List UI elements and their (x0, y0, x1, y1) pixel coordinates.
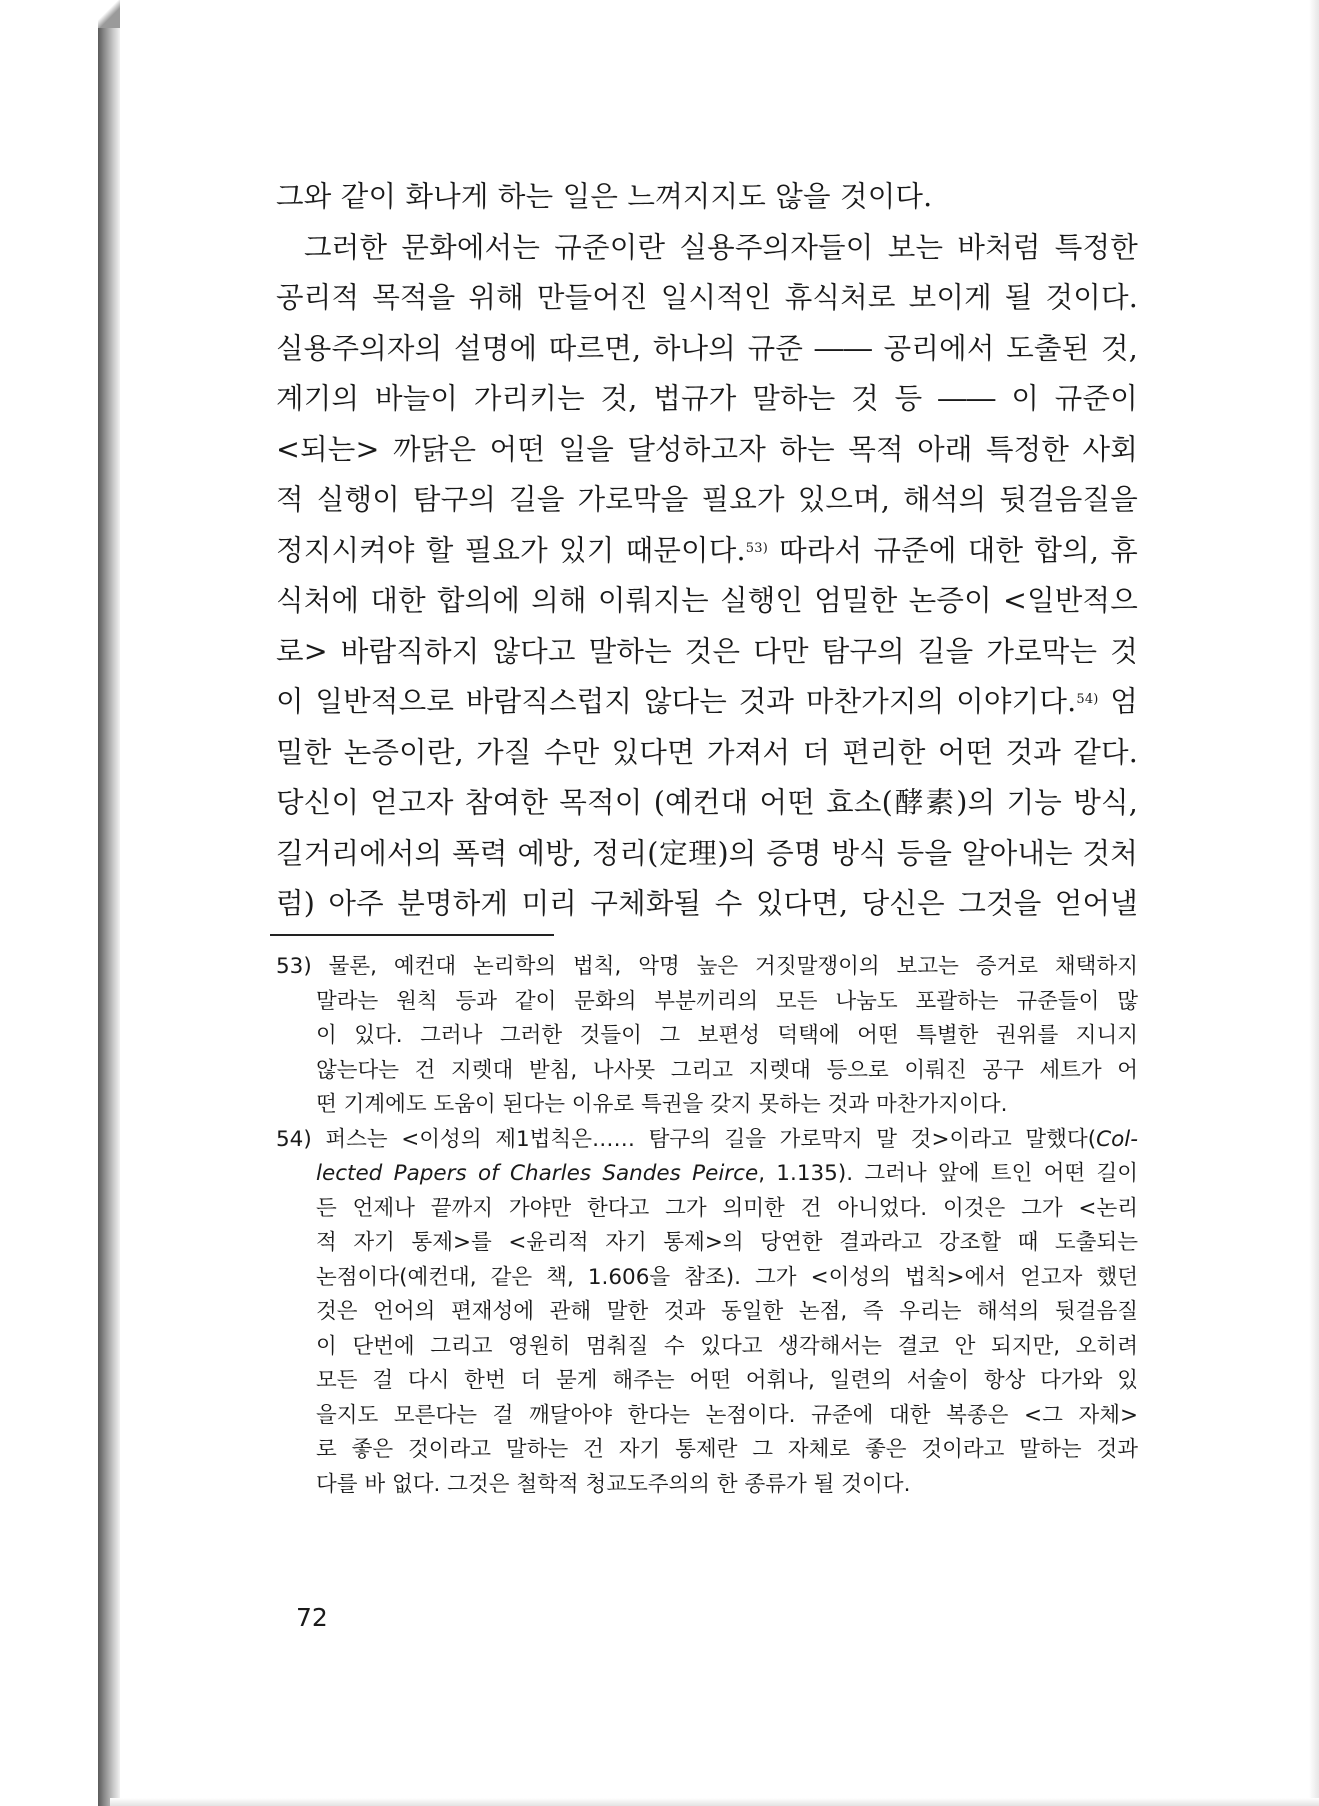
footnote-54-line: 모든 걸 다시 한번 더 묻게 해주는 어떤 어휘나, 일련의 서술이 항상 다가와 있 (316, 1368, 1138, 1393)
body-line: <되는> 까닭은 어떤 일을 달성하고자 하는 목적 아래 특정한 사회 (276, 432, 1138, 466)
body-line-part: 이 일반적으로 바람직스럽지 않다는 것과 마찬가지의 이야기다. (276, 685, 1077, 718)
footnote-53-line: 떤 기계에도 도움이 된다는 이유로 특권을 갖지 못하는 것과 마찬가지이다. (316, 1092, 1008, 1117)
footnote-54-text: 퍼스는 <이성의 제1법칙은…… 탐구의 길을 가로막지 말 것>이라고 말했다( (325, 1126, 1097, 1152)
footnote-53-line (276, 950, 1138, 985)
footnotes (276, 950, 1138, 1502)
body-line: 로> 바람직하지 않다고 말하는 것은 다만 탐구의 길을 가로막는 것 (276, 634, 1138, 668)
body-line-part: 정지시켜야 할 필요가 있기 때문이다. (276, 533, 746, 567)
footnote-54-line: 논점이다(예컨대, 같은 책, 1.606을 참조). 그가 <이성의 법칙>에서 얻고자 했던 (316, 1264, 1138, 1290)
footnote-53-line: 않는다는 건 지렛대 받침, 나사못 그리고 지렛대 등으로 이뤄진 공구 세트가 어 (316, 1057, 1138, 1083)
footnote-53-text: 물론, 예컨대 논리학의 법칙, 악명 높은 거짓말쟁이의 보고는 증거로 채택하지 (328, 954, 1138, 979)
body-line (276, 677, 1138, 728)
body-line: 럼) 아주 분명하게 미리 구체화될 수 있다면, 당신은 그것을 얻어낼 (276, 887, 1138, 920)
footnote-54-number: 54) (276, 1126, 312, 1152)
body-line-part: 따라서 규준에 대한 합의, 휴 (779, 533, 1138, 567)
body-line: 적 실행이 탐구의 길을 가로막을 필요가 있으며, 해석의 뒷걸음질을 (276, 483, 1138, 516)
body-line-part: 엄 (1110, 685, 1138, 718)
page-right-edge (1309, 0, 1319, 1806)
footnote-54-line: 로 좋은 것이라고 말하는 건 자기 통제란 그 자체로 좋은 것이라고 말하는 것과 (316, 1437, 1138, 1462)
page-corner-fold (98, 0, 120, 28)
footnote-54-line: 이 단번에 그리고 영원히 멈춰질 수 있다고 생각해서는 결코 안 되지만, 오히려 (316, 1333, 1138, 1359)
footnote-54-line (276, 1123, 1138, 1158)
body-line: 실용주의자의 설명에 따르면, 하나의 규준 ―― 공리에서 도출된 것, (276, 331, 1138, 365)
body-line: 밀한 논증이란, 가질 수만 있다면 가져서 더 편리한 어떤 것과 같다. (276, 735, 1138, 769)
footnote-54-line: 것은 언어의 편재성에 관해 말한 것과 동일한 논점, 즉 우리는 해석의 뒷걸음질 (316, 1299, 1138, 1324)
body-line: 당신이 얻고자 참여한 목적이 (예컨대 어떤 효소(酵素)의 기능 방식, (276, 786, 1138, 819)
footnote-reference-53[interactable]: 53) (745, 540, 768, 556)
footnote-54-citation-italic: Col- (1096, 1126, 1138, 1152)
footnote-54-line: 을지도 모른다는 걸 깨달아야 한다는 논점이다. 규준에 대한 복종은 <그 자체> (316, 1402, 1138, 1428)
footnote-54-citation-title: lected Papers of Charles Sandes Peirce (316, 1161, 759, 1186)
body-line: 그러한 문화에서는 규준이란 실용주의자들이 보는 바처럼 특정한 (304, 230, 1138, 264)
page-bottom-edge (110, 1798, 1319, 1806)
page-number: 72 (296, 1603, 328, 1632)
body-line: 길거리에서의 폭력 예방, 정리(定理)의 증명 방식 등을 알아내는 것처 (276, 836, 1138, 870)
footnote-reference-54[interactable]: 54) (1076, 692, 1099, 707)
body-line: 공리적 목적을 위해 만들어진 일시적인 휴식처로 보이게 될 것이다. (276, 281, 1138, 314)
body-line (276, 526, 1138, 577)
footnote-53-line: 이 있다. 그러나 그러한 것들이 그 보편성 덕택에 어떤 특별한 권위를 지니지 (316, 1023, 1138, 1048)
footnote-54-text: , 1.135). 그러나 앞에 트인 어떤 길이 (758, 1161, 1138, 1186)
footnote-54-line: 적 자기 통제>를 <윤리적 자기 통제>의 당연한 결과라고 강조할 때 도출되는 (316, 1230, 1138, 1255)
body-line: 식처에 대한 합의에 의해 이뤄지는 실행인 엄밀한 논증이 <일반적으 (276, 584, 1138, 617)
footnote-54-line: 든 언제나 끝까지 가야만 한다고 그가 의미한 건 아니었다. 이것은 그가 <논리 (316, 1195, 1138, 1221)
body-line: 계기의 바늘이 가리키는 것, 법규가 말하는 것 등 ―― 이 규준이 (276, 382, 1138, 415)
footnote-separator (270, 934, 554, 936)
footnote-53-number: 53) (276, 954, 312, 979)
body-line: 그와 같이 화나게 하는 일은 느껴지지도 않을 것이다. (276, 180, 933, 213)
page-spine-shadow (98, 0, 120, 1806)
footnote-54-line: 다를 바 없다. 그것은 철학적 청교도주의의 한 종류가 될 것이다. (316, 1471, 911, 1497)
body-text (276, 172, 1138, 930)
footnote-53-line: 말라는 원칙 등과 같이 문화의 부분끼리의 모든 나눔도 포괄하는 규준들이 많 (316, 988, 1138, 1014)
footnote-54-line (276, 1157, 1138, 1192)
